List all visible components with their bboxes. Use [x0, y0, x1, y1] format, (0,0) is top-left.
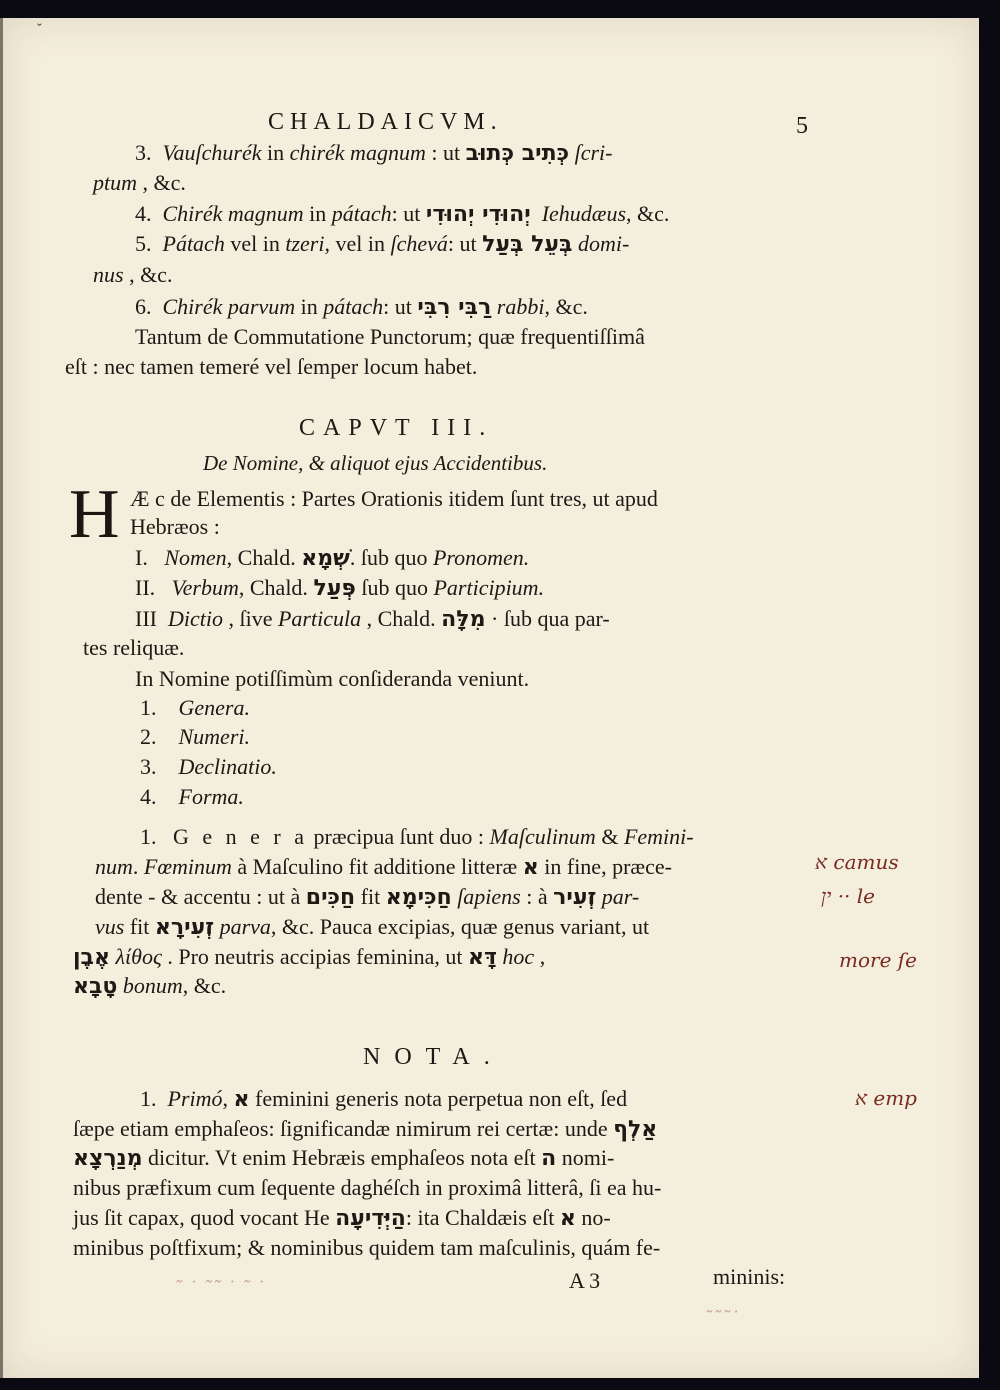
page-number: 5: [796, 113, 808, 139]
text-line: vus fit זְעִירָא parva, &c. Pauca excipias, quæ genus variant, ut: [95, 914, 650, 940]
chapter-subtitle: De Nomine, & aliquot ejus Accidentibus.: [203, 451, 548, 475]
margin-annotation: more ſe: [839, 948, 917, 972]
list-item: 1. Genera.: [140, 695, 250, 720]
margin-annotation: א emp: [855, 1086, 917, 1110]
nota-heading: NOTA.: [363, 1044, 504, 1070]
drop-cap: H: [69, 476, 120, 553]
text-line: mininis:: [713, 1264, 786, 1289]
text-line: nibus præfixum cum ſequente daghéſch in proximâ litterâ, ſi ea hu-: [73, 1175, 662, 1200]
margin-annotation: ין ·· le: [821, 884, 876, 908]
text-line: In Nomine potiſſimùm conſideranda veniunt.: [135, 666, 530, 691]
text-line: ptum , &c.: [93, 170, 186, 195]
text-line: tes reliquæ.: [83, 635, 185, 660]
corner-mark: ˇ: [37, 22, 42, 37]
list-item: II. Verbum, Chald. פְּעַל ſub quo Participium.: [135, 575, 545, 601]
bleed-through-mark: ˜ ˙ ˜˜ ˙ ˜ ˙: [173, 1278, 265, 1299]
margin-annotation: א camus: [815, 850, 899, 874]
text-line: 1. Primó, א feminini generis nota perpetua non eſt, ſed: [140, 1086, 628, 1112]
text-line: 3. Vauſchurék in chirék magnum : ut כְּתִיב כְּתוּב ſcri-: [135, 140, 613, 166]
text-line: אֶבֶן λίθος . Pro neutris accipias feminina, ut דָּא hoc ,: [73, 944, 546, 970]
bleed-through-mark: ˜˜˜˙: [703, 1308, 739, 1329]
text-line: ſæpe etiam emphaſeos: ſignificandæ nimirum rei certæ: unde אַלְף: [73, 1116, 658, 1142]
list-item: III Dictio , ſive Particula , Chald. מִלָּה · ſub qua par-: [135, 606, 610, 632]
text-line: Æ c de Elementis : Partes Orationis itidem ſunt tres, ut apud: [130, 486, 658, 511]
text-line: טָבָא bonum, &c.: [73, 973, 227, 999]
text-line: num. Fœminum à Maſculino fit additione litteræ א in fine, præce-: [95, 854, 672, 880]
signature-mark: A 3: [569, 1268, 601, 1293]
list-item: 3. Declinatio.: [140, 754, 277, 779]
text-line: מְנַרְצָא dicitur. Vt enim Hebræis emphaſeos nota eſt ה nomi-: [73, 1145, 615, 1171]
text-line: eſt : nec tamen temeré vel ſemper locum habet.: [65, 354, 478, 379]
text-line: nus , &c.: [93, 262, 173, 287]
list-item: 4. Forma.: [140, 784, 244, 809]
text-line: jus ſit capax, quod vocant He הַיְּדִיעָה: ita Chaldæis eſt א no-: [73, 1205, 611, 1231]
chapter-heading: CAPVT III.: [299, 415, 494, 441]
running-head: CHALDAICVM.: [268, 109, 503, 135]
text-line: 5. Pátach vel in tzeri, vel in ſchevá: ut בְּעֵל בְּעַל domi-: [135, 231, 630, 257]
text-line: dente - & accentu : ut à חַכִּים fit חַכִּימָא ſapiens : à זְעִיר par-: [95, 884, 640, 910]
list-item: I. Nomen, Chald. שְׁמָא. ſub quo Pronomen.: [135, 545, 530, 571]
text-line: 1. G e n e r a præcipua ſunt duo : Maſculinum & Femini-: [140, 824, 694, 849]
text-line: Tantum de Commutatione Punctorum; quæ frequentiſſimâ: [135, 324, 645, 349]
text-line: Hebræos :: [130, 514, 220, 539]
book-page: [0, 18, 979, 1378]
text-line: minibus poſtfixum; & nominibus quidem tam maſculinis, quám fe-: [73, 1235, 661, 1260]
text-line: 4. Chirék magnum in pátach: ut יְהוּדִי יְהוּדִי Iehudæus, &c.: [135, 201, 670, 227]
text-line: 6. Chirék parvum in pátach: ut רַבִּי רִבִּי rabbi, &c.: [135, 294, 588, 320]
list-item: 2. Numeri.: [140, 724, 250, 749]
